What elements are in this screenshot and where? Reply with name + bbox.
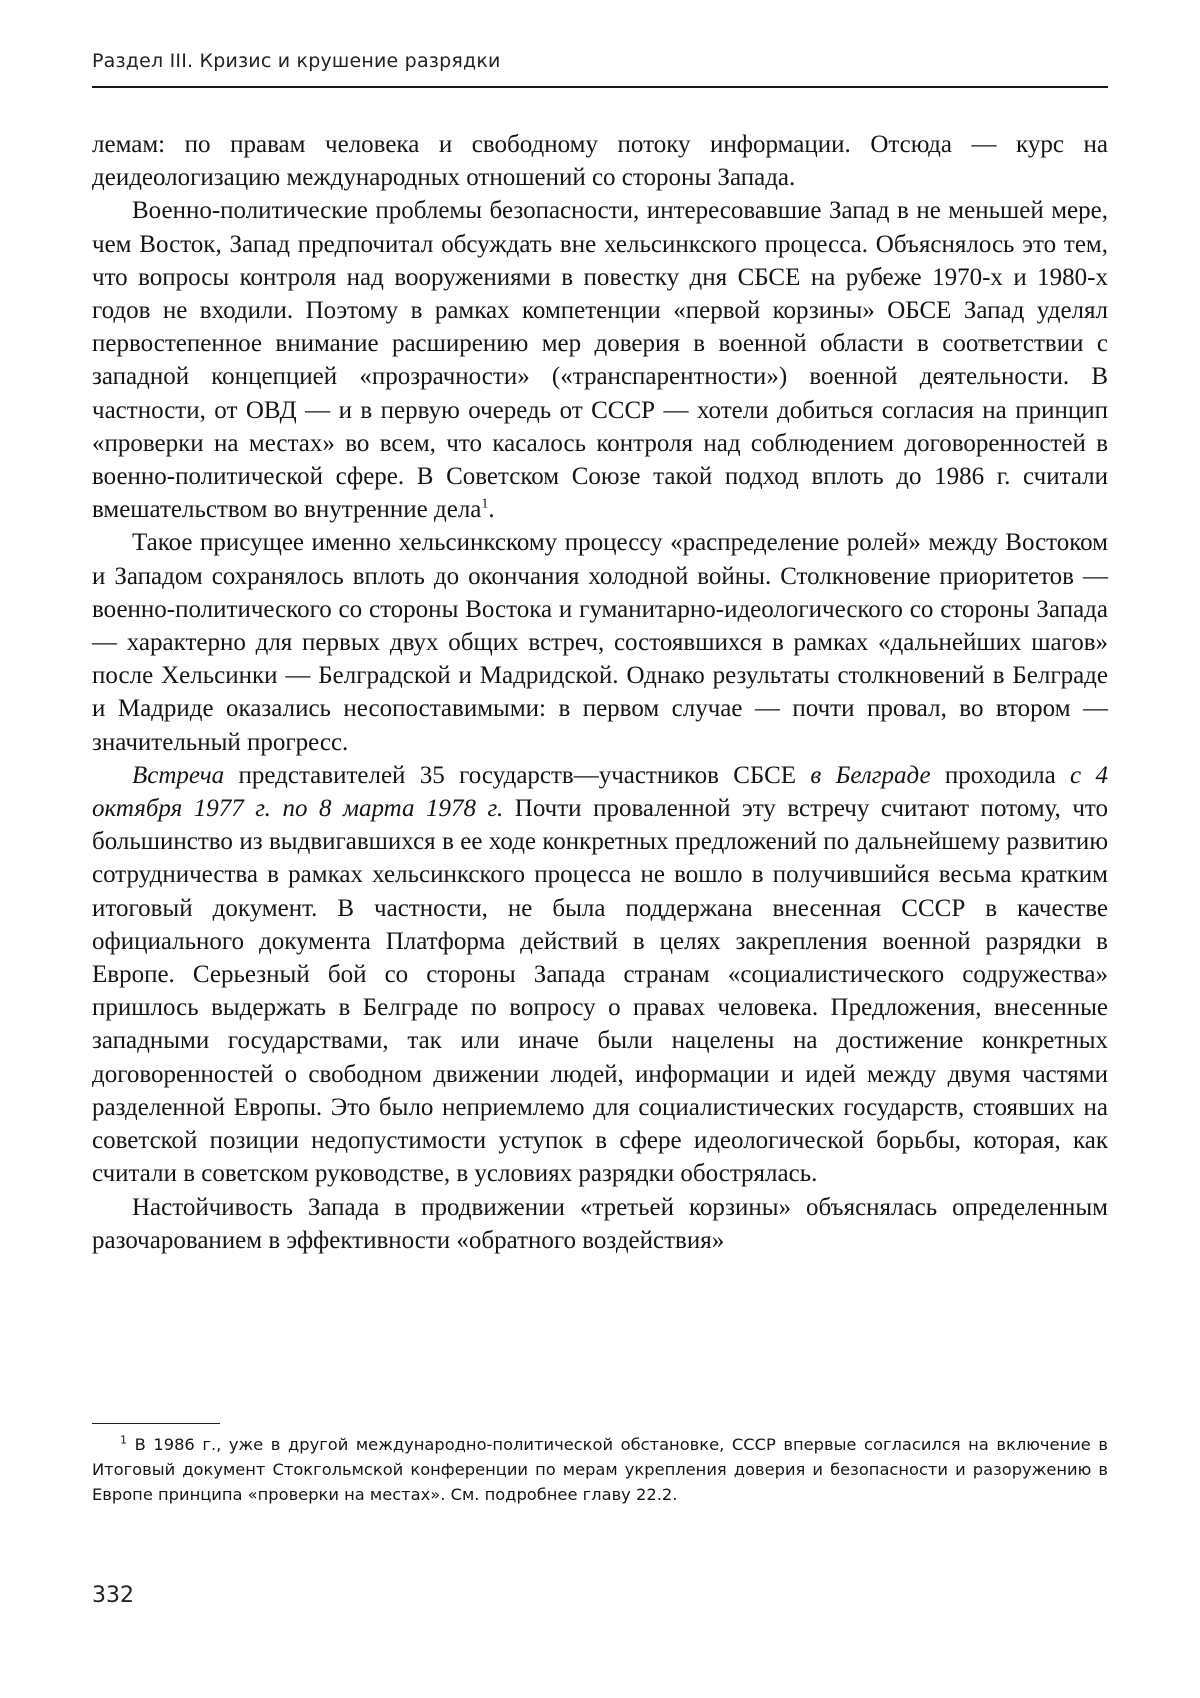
footnote-rule — [92, 1423, 220, 1424]
paragraph-2 — [92, 194, 1108, 526]
paragraph-4-text-3: Почти проваленной эту встречу считают потому, что большинство из выдвигавшихся в ее ходе конкретных предложений по дальнейшему развитию сотрудничества в рамках хельсинкского процесса не вошло в получившийся весьма кратким итоговый документ. В частности, не была поддержана внесенная СССР в качестве официального документа Платформа действий в целях закрепления военной разрядки в Европе. Серьезный бой со стороны Запада странам «социалистического содружества» пришлось выдержать в Белграде по вопросу о правах человека. Предложения, внесенные западными государствами, так или иначе были нацелены на достижение конкретных договоренностей о свободном движении людей, информации и идей между двумя частями разделенной Европы. Это было неприемлемо для социалистических государств, стоявших на советской позиции недопустимости уступок в сфере идеологической борьбы, которая, как считали в советском руководстве, в условиях разрядки обострялась. — [92, 795, 1108, 1188]
footnote-reference: 1 — [481, 496, 489, 512]
footnote-text: В 1986 г., уже в другой международно-политической обстановке, СССР впервые согласился на включение в Итоговый документ Стокгольмской конференции по мерам укрепления доверия и безопасности и разоружению в Европе принципа «проверки на местах». См. подробнее главу 22.2. — [92, 1435, 1108, 1504]
emphasis-meeting: Встреча — [132, 761, 225, 789]
paragraph-2-end: . — [488, 496, 495, 524]
emphasis-dates: с 4 октября 1977 г. по 8 марта 1978 г. — [92, 761, 1108, 823]
footnote — [92, 1432, 1108, 1507]
paragraph-2-text: Военно-политические проблемы безопасности, интересовавшие Запад в не меньшей мере, чем Восток, Запад предпочитал обсуждать вне хельсинкского процесса. Объяснялось это тем, что вопросы контроля над вооружениями в повестку дня СБСЕ на рубеже 1970-х и 1980-х годов не входили. Поэтому в рамках компетенции «первой корзины» ОБСЕ Запад уделял первостепенное внимание расширению мер доверия в военной области в соответствии с западной концепцией «прозрачности» («транспарентности») военной деятельности. В частности, от ОВД — и в первую очередь от СССР — хотели добиться согласия на принцип «проверки на местах» во всем, что касалось контроля над соблюдением договоренностей в военно-политической сфере. В Советском Союзе такой подход вплоть до 1986 г. считали вмешательством во внутренние дела — [92, 197, 1108, 524]
running-header: Раздел III. Кризис и крушение разрядки — [92, 50, 501, 72]
header-rule — [92, 86, 1108, 88]
paragraph-3: Такое присущее именно хельсинкскому процессу «распределение ролей» между Востоком и Западом сохранялось вплоть до окончания холодной войны. Столкновение приоритетов — военно-политического со стороны Востока и гуманитарно-идеологического со стороны Запада — характерно для первых двух общих встреч, состоявшихся в рамках «дальнейших шагов» после Хельсинки — Белградской и Мадридской. Однако результаты столкновений в Белграде и Мадриде оказались несопоставимыми: в первом случае — почти провал, во втором — значительный прогресс. — [92, 529, 1108, 756]
paragraph-5: Настойчивость Запада в продвижении «третьей корзины» объяснялась определенным разочарованием в эффективности «обратного воздействия» — [92, 1193, 1108, 1254]
paragraph-1: лемам: по правам человека и свободному потоку информации. Отсюда — курс на деидеологизацию международных отношений со стороны Запада. — [92, 131, 1108, 192]
paragraph-4 — [92, 759, 1108, 1191]
footnote-marker: 1 — [120, 1433, 127, 1447]
emphasis-belgrade: в Белграде — [810, 761, 931, 789]
body-text — [92, 128, 1108, 1257]
paragraph-4-text-2: проходила — [930, 761, 1071, 789]
page-number: 332 — [92, 1583, 134, 1608]
paragraph-4-text-1: представителей 35 государств—участников СБСЕ — [224, 761, 811, 789]
